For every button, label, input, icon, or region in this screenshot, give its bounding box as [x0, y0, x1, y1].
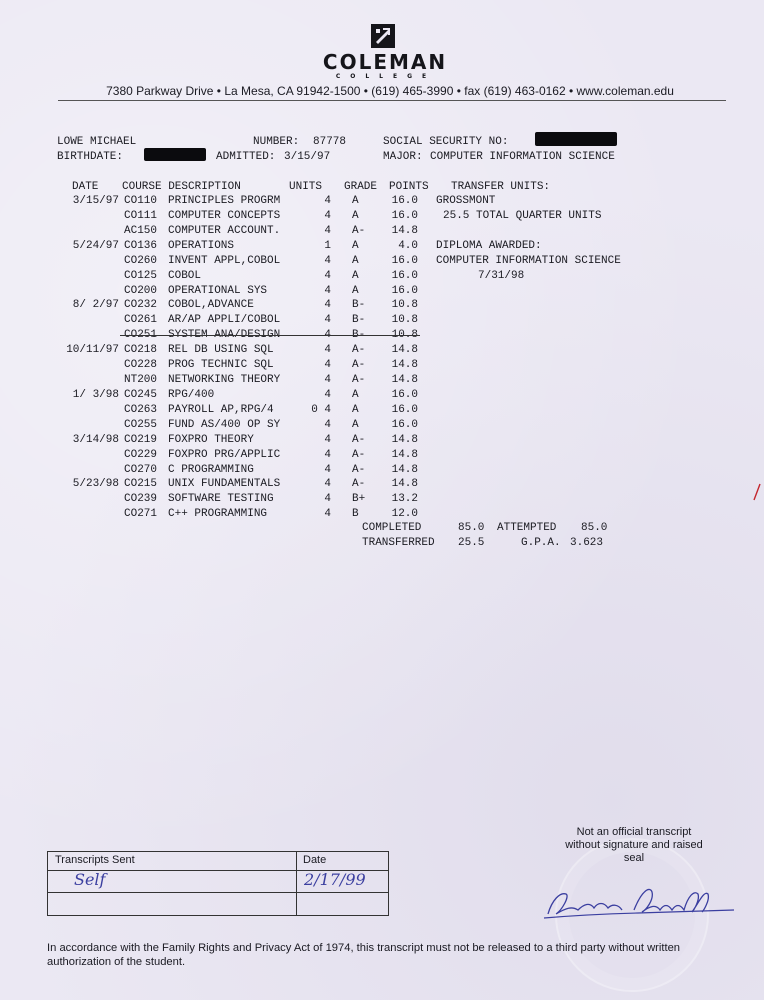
table-row — [0, 388, 764, 402]
course-points: 14.8 — [391, 478, 418, 491]
admitted-date: 3/15/97 — [284, 151, 331, 163]
course-units: 4 — [324, 359, 331, 372]
course-units: 4 — [324, 254, 331, 267]
col-points: POINTS — [389, 181, 429, 193]
course-units: 4 — [324, 209, 331, 222]
transferred-label: TRANSFERRED — [362, 537, 435, 549]
course-points: 14.8 — [391, 344, 418, 357]
table-row — [0, 433, 764, 447]
course-desc: UNIX FUNDAMENTALS — [168, 478, 281, 491]
course-grade: A- — [352, 374, 366, 387]
course-code: CO218 — [124, 344, 158, 357]
course-desc: C PROGRAMMING — [168, 463, 254, 476]
course-desc: RPG/400 — [168, 388, 215, 401]
course-grade: B — [352, 508, 359, 521]
course-code: CO261 — [124, 314, 158, 327]
course-code: CO239 — [124, 493, 158, 506]
course-grade: A- — [352, 344, 366, 357]
official-notice: Not an official transcript without signature and raised seal — [565, 826, 703, 864]
course-points: 16.0 — [391, 284, 418, 297]
course-grade: A — [352, 284, 359, 297]
col-transfer: TRANSFER UNITS: — [451, 181, 551, 193]
course-desc: COMPUTER CONCEPTS — [168, 209, 281, 222]
course-date: 8/ 2/97 — [72, 299, 119, 312]
birthdate-redaction — [144, 148, 206, 161]
course-points: 14.8 — [391, 463, 418, 476]
course-points: 14.8 — [391, 359, 418, 372]
table-row — [0, 343, 764, 357]
transfer-units: 25.5 TOTAL QUARTER UNITS — [443, 210, 602, 222]
course-units: 4 — [324, 314, 331, 327]
course-desc: PRINCIPLES PROGRM — [168, 195, 281, 207]
course-grade: B- — [352, 299, 366, 312]
col-date: DATE — [72, 181, 99, 193]
course-points: 14.8 — [391, 374, 418, 387]
sent-date-handwriting: 2/17/99 — [304, 870, 366, 889]
table-row — [0, 507, 764, 521]
course-units: 4 — [324, 299, 331, 312]
transferred-value: 25.5 — [458, 537, 485, 549]
course-code: CO125 — [124, 269, 158, 282]
course-date: 5/23/98 — [72, 478, 119, 491]
table-row — [0, 418, 764, 432]
course-points: 12.0 — [391, 508, 418, 521]
course-units: 4 — [324, 508, 331, 521]
course-desc: FOXPRO PRG/APPLIC — [168, 448, 281, 461]
course-grade: B- — [352, 314, 366, 327]
course-code: CO271 — [124, 508, 158, 521]
table-row — [0, 403, 764, 417]
course-code: CO255 — [124, 418, 158, 431]
course-grade: A- — [352, 433, 366, 446]
course-desc: OPERATIONAL SYS — [168, 284, 268, 297]
transfer-school: GROSSMONT — [436, 195, 496, 207]
course-grade: A — [352, 209, 359, 222]
course-grade: A- — [352, 359, 366, 372]
course-desc: PROG TECHNIC SQL — [168, 359, 274, 372]
course-code: CO251 — [124, 329, 158, 342]
college-name: COLEMAN — [322, 50, 448, 74]
course-points: 10.8 — [391, 314, 418, 327]
diploma-program: COMPUTER INFORMATION SCIENCE — [436, 255, 621, 267]
student-name: LOWE MICHAEL — [57, 136, 137, 148]
red-pen-mark-icon — [752, 480, 762, 504]
course-code: NT200 — [124, 374, 158, 387]
strike-line — [120, 335, 420, 336]
course-code: CO245 — [124, 388, 158, 401]
course-points: 16.0 — [391, 418, 418, 431]
table-row — [0, 284, 764, 298]
course-desc: REL DB USING SQL — [168, 344, 274, 357]
completed-value: 85.0 — [458, 522, 485, 534]
course-units: 4 — [324, 224, 331, 237]
course-units: 4 — [324, 388, 331, 401]
course-code: CO260 — [124, 254, 158, 267]
course-grade: A- — [352, 224, 366, 237]
course-code: CO111 — [124, 209, 158, 222]
birthdate-label: BIRTHDATE: — [57, 151, 124, 163]
course-grade: A — [352, 195, 359, 207]
course-points: 4.0 — [398, 239, 418, 252]
course-code: CO270 — [124, 463, 158, 476]
course-units: 4 — [324, 195, 331, 207]
course-grade: A- — [352, 448, 366, 461]
course-desc: C++ PROGRAMMING — [168, 508, 268, 521]
course-points: 13.2 — [391, 493, 418, 506]
course-points: 16.0 — [391, 388, 418, 401]
course-desc: COBOL — [168, 269, 202, 282]
course-code: CO110 — [124, 195, 158, 207]
major-value: COMPUTER INFORMATION SCIENCE — [430, 151, 615, 163]
course-points: 16.0 — [391, 269, 418, 282]
course-grade: B- — [352, 329, 366, 342]
course-code: CO136 — [124, 239, 158, 252]
course-points: 16.0 — [391, 209, 418, 222]
coleman-logo-icon — [369, 22, 397, 50]
course-grade: A — [352, 388, 359, 401]
table-row — [0, 328, 764, 342]
course-grade: A- — [352, 478, 366, 491]
course-desc: SYSTEM ANA/DESIGN — [168, 329, 281, 342]
course-code: CO219 — [124, 433, 158, 446]
table-row — [0, 313, 764, 327]
course-code: CO232 — [124, 299, 158, 312]
gpa-value: 3.623 — [570, 537, 604, 549]
course-date: 3/14/98 — [72, 433, 119, 446]
course-grade: A — [352, 403, 359, 416]
course-units: 4 — [324, 344, 331, 357]
course-units: 4 — [324, 329, 331, 342]
course-desc: NETWORKING THEORY — [168, 374, 281, 387]
col-course: COURSE DESCRIPTION — [122, 181, 241, 193]
course-grade: A — [352, 418, 359, 431]
course-grade: A — [352, 239, 359, 252]
course-units: 4 — [324, 478, 331, 491]
course-desc: SOFTWARE TESTING — [168, 493, 274, 506]
course-desc: FOXPRO THEORY — [168, 433, 254, 446]
table-row — [0, 209, 764, 223]
table-row — [0, 224, 764, 238]
table-row — [0, 492, 764, 506]
col-units: UNITS — [289, 181, 323, 193]
course-points: 10.8 — [391, 299, 418, 312]
registrar-signature — [538, 880, 738, 926]
course-units: 4 — [324, 463, 331, 476]
table-row — [0, 269, 764, 283]
gpa-label: G.P.A. — [521, 537, 561, 549]
course-units: 0 4 — [311, 403, 331, 416]
attempted-value: 85.0 — [581, 522, 608, 534]
course-grade: B+ — [352, 493, 366, 506]
table-row — [0, 448, 764, 462]
course-units: 4 — [324, 433, 331, 446]
table-row — [0, 373, 764, 387]
header-divider — [58, 100, 726, 101]
course-code: AC150 — [124, 224, 158, 237]
course-desc: COBOL,ADVANCE — [168, 299, 254, 312]
course-desc: COMPUTER ACCOUNT. — [168, 224, 281, 237]
table-row — [0, 239, 764, 253]
attempted-label: ATTEMPTED — [497, 522, 557, 534]
course-date: 1/ 3/98 — [72, 388, 119, 401]
course-points: 14.8 — [391, 448, 418, 461]
course-code: CO215 — [124, 478, 158, 491]
table-row — [0, 194, 764, 208]
course-desc: FUND AS/400 OP SY — [168, 418, 281, 431]
admitted-label: ADMITTED: — [216, 151, 276, 163]
course-units: 4 — [324, 269, 331, 282]
table-row — [0, 254, 764, 268]
college-address: 7380 Parkway Drive • La Mesa, CA 91942-1500 • (619) 465-3990 • fax (619) 463-0162 • www.coleman.edu — [106, 84, 674, 98]
course-points: 16.0 — [391, 254, 418, 267]
transcripts-sent-label: Transcripts Sent — [55, 854, 135, 866]
course-grade: A — [352, 269, 359, 282]
course-code: CO229 — [124, 448, 158, 461]
table-row — [0, 463, 764, 477]
table-row — [0, 298, 764, 312]
privacy-disclaimer: In accordance with the Family Rights and Privacy Act of 1974, this transcript must not be released to a third party without written authorization of the student. — [47, 942, 681, 968]
transcripts-sent-box — [47, 851, 389, 916]
course-code: CO263 — [124, 403, 158, 416]
course-points: 14.8 — [391, 433, 418, 446]
course-units: 4 — [324, 284, 331, 297]
course-desc: AR/AP APPLI/COBOL — [168, 314, 281, 327]
col-grade: GRADE — [344, 181, 378, 193]
course-date: 3/15/97 — [72, 195, 119, 207]
table-row — [0, 477, 764, 491]
course-grade: A- — [352, 463, 366, 476]
course-points: 16.0 — [391, 195, 418, 207]
diploma-date: 7/31/98 — [478, 270, 525, 282]
course-desc: OPERATIONS — [168, 239, 235, 252]
course-code: CO200 — [124, 284, 158, 297]
ssn-label: SOCIAL SECURITY NO: — [383, 136, 509, 148]
course-points: 16.0 — [391, 403, 418, 416]
table-row — [0, 358, 764, 372]
course-units: 4 — [324, 448, 331, 461]
course-date: 10/11/97 — [66, 344, 119, 357]
course-units: 4 — [324, 418, 331, 431]
course-grade: A — [352, 254, 359, 267]
course-points: 10.8 — [391, 329, 418, 342]
sent-to-handwriting: Self — [74, 870, 106, 889]
college-subtitle: COLLEGE — [335, 73, 437, 80]
course-units: 4 — [324, 374, 331, 387]
major-label: MAJOR: — [383, 151, 423, 163]
diploma-label: DIPLOMA AWARDED: — [436, 240, 542, 252]
course-units: 4 — [324, 493, 331, 506]
course-units: 1 — [324, 239, 331, 252]
number-label: NUMBER: — [253, 136, 300, 148]
student-number: 87778 — [313, 136, 347, 148]
ssn-redaction — [535, 132, 617, 146]
course-points: 14.8 — [391, 224, 418, 237]
course-code: CO228 — [124, 359, 158, 372]
course-desc: PAYROLL AP,RPG/4 — [168, 403, 274, 416]
course-desc: INVENT APPL,COBOL — [168, 254, 281, 267]
date-label: Date — [303, 854, 327, 866]
course-date: 5/24/97 — [72, 239, 119, 252]
completed-label: COMPLETED — [362, 522, 422, 534]
